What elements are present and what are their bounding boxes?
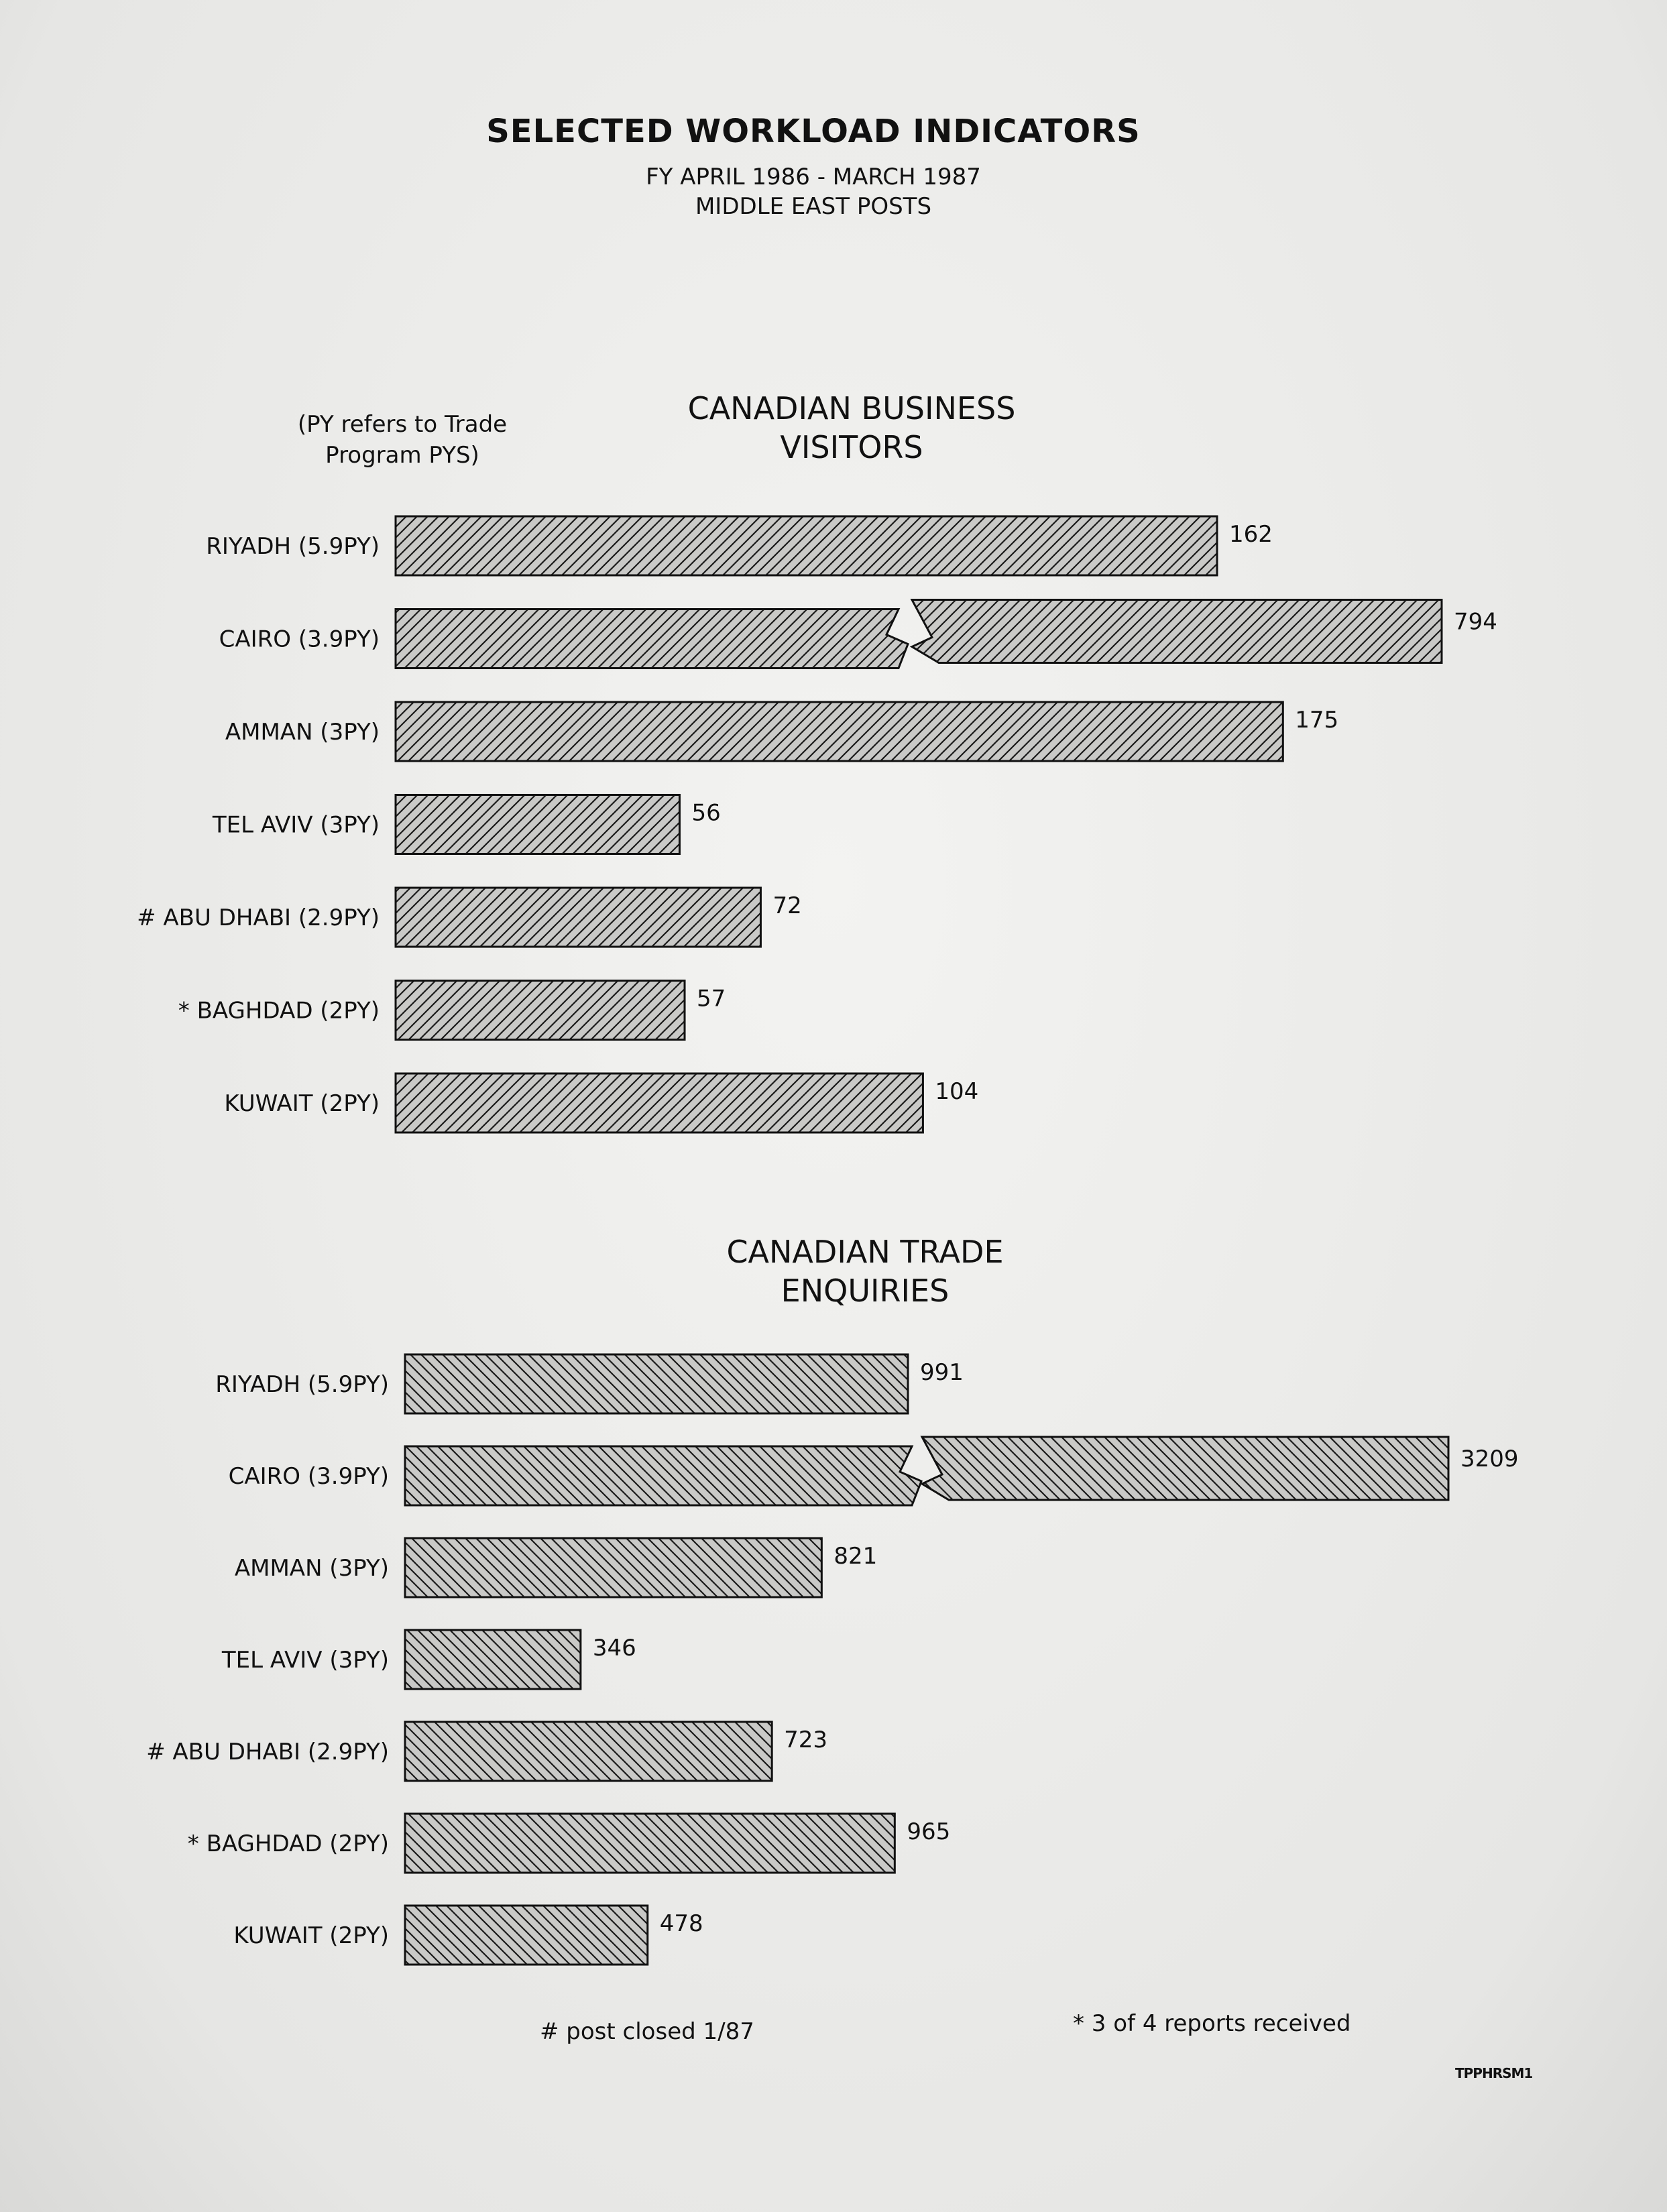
business-visitors-bar-cairo-left-segment bbox=[396, 609, 908, 668]
trade-enquiries-bar-baghdad bbox=[405, 1814, 895, 1873]
business-visitors-value-label-amman: 175 bbox=[1295, 707, 1339, 734]
py-note-line2: Program PYS) bbox=[325, 442, 479, 469]
trade-enquiries-value-label-tel-aviv: 346 bbox=[592, 1635, 636, 1662]
trade-enquiries-category-label-abu-dhabi: # ABU DHABI (2.9PY) bbox=[146, 1739, 389, 1765]
business-visitors-bar-riyadh bbox=[396, 516, 1217, 575]
trade-enquiries-bar-riyadh bbox=[405, 1354, 908, 1413]
trade-enquiries-bar-cairo-right-segment bbox=[922, 1437, 1448, 1500]
trade-enquiries-bar-kuwait bbox=[405, 1906, 648, 1965]
business-visitors-value-label-riyadh: 162 bbox=[1229, 521, 1273, 548]
business-visitors-title-line1: CANADIAN BUSINESS bbox=[687, 390, 1016, 426]
business-visitors-value-label-cairo: 794 bbox=[1454, 608, 1497, 636]
business-visitors-category-label-baghdad: * BAGHDAD (2PY) bbox=[178, 997, 380, 1025]
business-visitors-value-label-abu-dhabi: 72 bbox=[772, 892, 802, 919]
business-visitors-bar-abu-dhabi bbox=[396, 888, 760, 947]
trade-enquiries-title-line2: ENQUIRIES bbox=[781, 1273, 950, 1309]
business-visitors-value-label-baghdad: 57 bbox=[697, 985, 726, 1012]
trade-enquiries-category-label-baghdad: * BAGHDAD (2PY) bbox=[187, 1830, 389, 1857]
trade-enquiries-bar-cairo-left-segment bbox=[405, 1446, 921, 1505]
footnote-reports-received: * 3 of 4 reports received bbox=[1073, 2010, 1351, 2037]
business-visitors-title-line2: VISITORS bbox=[780, 429, 923, 465]
trade-enquiries-bar-amman bbox=[405, 1538, 821, 1597]
page-title: SELECTED WORKLOAD INDICATORS bbox=[486, 113, 1141, 150]
footnote-post-closed: # post closed 1/87 bbox=[540, 2018, 754, 2045]
business-visitors-category-label-kuwait: KUWAIT (2PY) bbox=[224, 1090, 380, 1117]
business-visitors-bar-tel-aviv bbox=[396, 795, 679, 854]
fiscal-period-subtitle: FY APRIL 1986 - MARCH 1987 bbox=[646, 164, 981, 190]
trade-enquiries-bar-tel-aviv bbox=[405, 1630, 581, 1689]
trade-enquiries-value-label-riyadh: 991 bbox=[920, 1359, 964, 1386]
trade-enquiries-value-label-cairo: 3209 bbox=[1460, 1446, 1519, 1472]
trade-enquiries-category-label-amman: AMMAN (3PY) bbox=[234, 1555, 389, 1582]
business-visitors-bar-amman bbox=[396, 702, 1283, 761]
trade-enquiries-value-label-baghdad: 965 bbox=[907, 1818, 951, 1845]
business-visitors-value-label-kuwait: 104 bbox=[935, 1078, 979, 1105]
trade-enquiries-bar-abu-dhabi bbox=[405, 1722, 772, 1781]
region-subtitle: MIDDLE EAST POSTS bbox=[695, 193, 932, 220]
trade-enquiries-category-label-kuwait: KUWAIT (2PY) bbox=[233, 1922, 389, 1949]
trade-enquiries-value-label-amman: 821 bbox=[834, 1543, 878, 1570]
trade-enquiries-value-label-kuwait: 478 bbox=[659, 1910, 703, 1937]
document-code: TPPHRSM1 bbox=[1455, 2065, 1533, 2081]
py-note-line1: (PY refers to Trade bbox=[297, 411, 508, 438]
business-visitors-bar-baghdad bbox=[396, 981, 685, 1040]
trade-enquiries-category-label-tel-aviv: TEL AVIV (3PY) bbox=[221, 1647, 389, 1674]
business-visitors-category-label-riyadh: RIYADH (5.9PY) bbox=[206, 533, 380, 560]
business-visitors-bar-kuwait bbox=[396, 1073, 923, 1132]
trade-enquiries-chart bbox=[146, 1354, 1518, 1965]
trade-enquiries-value-label-abu-dhabi: 723 bbox=[784, 1727, 828, 1753]
business-visitors-category-label-amman: AMMAN (3PY) bbox=[225, 719, 380, 746]
trade-enquiries-title-line1: CANADIAN TRADE bbox=[726, 1234, 1004, 1270]
trade-enquiries-category-label-cairo: CAIRO (3.9PY) bbox=[228, 1463, 389, 1490]
business-visitors-category-label-abu-dhabi: # ABU DHABI (2.9PY) bbox=[137, 905, 380, 931]
trade-enquiries-category-label-riyadh: RIYADH (5.9PY) bbox=[215, 1371, 389, 1398]
business-visitors-chart bbox=[137, 516, 1497, 1132]
business-visitors-category-label-tel-aviv: TEL AVIV (3PY) bbox=[212, 811, 380, 839]
business-visitors-category-label-cairo: CAIRO (3.9PY) bbox=[219, 626, 380, 653]
business-visitors-bar-cairo-right-segment bbox=[912, 600, 1442, 663]
business-visitors-value-label-tel-aviv: 56 bbox=[691, 799, 721, 827]
